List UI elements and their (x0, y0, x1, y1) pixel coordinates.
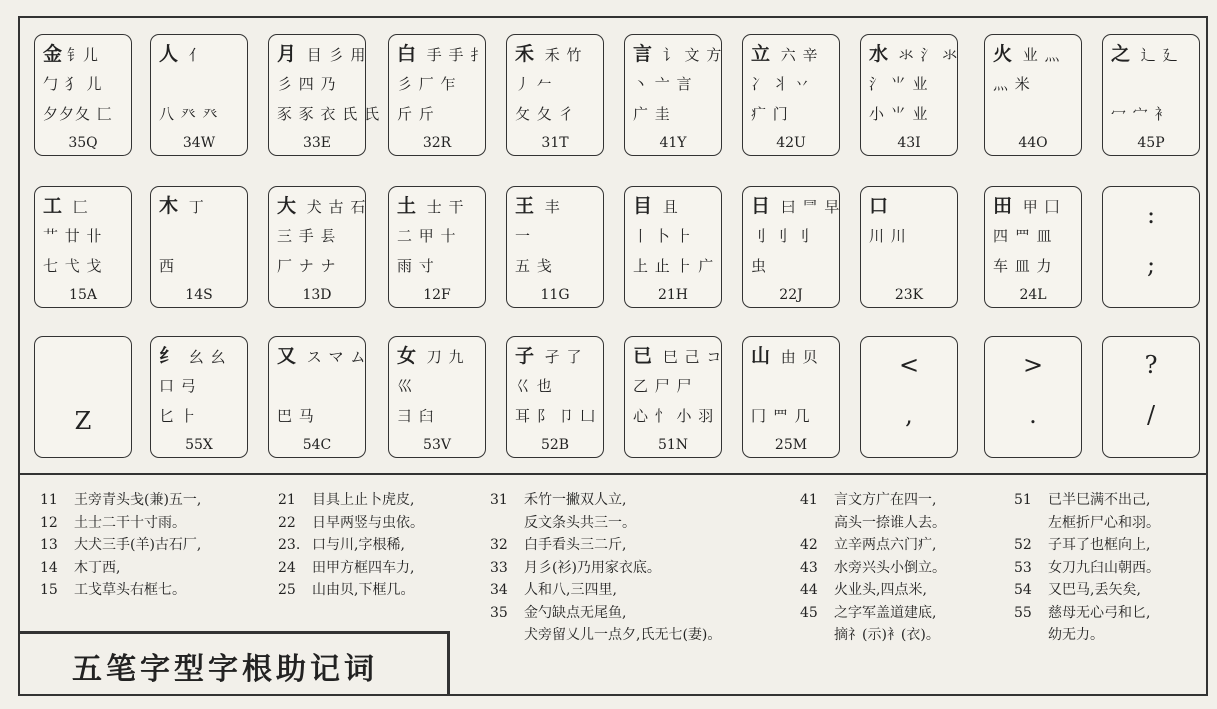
key-radical-row: 禾 禾 竹 (515, 43, 583, 65)
key-radical-row: 白 手 手 扌 (397, 43, 487, 65)
key-55X (150, 336, 248, 458)
key-main-radical: 水 (869, 43, 890, 65)
key-symbol: / (1146, 401, 1156, 429)
key-35Q (34, 34, 132, 156)
key-code: 41Y (659, 135, 687, 151)
key-radical-row: 已 巳 己 コ (633, 345, 723, 367)
key-radical-row: 四 罒 皿 (993, 227, 1053, 245)
key-radical-row: 女 刀 九 (397, 345, 465, 367)
key-21H (624, 186, 722, 308)
mnemonic-number: 24 (278, 559, 296, 576)
key-main-radical: 木 (159, 195, 180, 217)
key-radical-row: 疒 门 (751, 105, 789, 123)
mnemonic-line (1014, 579, 1160, 602)
mnemonic-line (490, 534, 721, 557)
key-radical-row: 三 手 镸 (277, 227, 337, 245)
mnemonic-text: 女刀九臼山朝西。 (1048, 559, 1160, 576)
key-radical-row: 七 弋 戈 (43, 257, 103, 275)
key-radical-row (1111, 73, 1193, 95)
key-main-radical: 工 (43, 195, 64, 217)
key-radical-row: 之 辶 廴 (1111, 43, 1179, 65)
mnemonic-number: 41 (800, 492, 818, 508)
mnemonic-text: 日早两竖与虫依。 (312, 514, 424, 531)
key-51N (624, 336, 722, 458)
key-code: 22J (779, 287, 803, 303)
key-main-radical: 子 (515, 345, 536, 367)
key-radical-row: 巛 (397, 377, 414, 395)
key-radical-row: 田 甲 囗 (993, 195, 1061, 217)
key-radical-row: 攵 夂 彳 (515, 105, 575, 123)
mnemonic-text: 慈母无心弓和匕, (1048, 604, 1151, 621)
key-radical-row: 彡 四 乃 (277, 75, 337, 93)
key-radical-row: 水 氺 氵 氺 (869, 43, 959, 65)
key-radical-row (751, 375, 833, 397)
key-main-radical: 月 (277, 43, 298, 65)
key-radical-row: 艹 廿 卝 (43, 227, 103, 245)
key-14S (150, 186, 248, 308)
mnemonic-chart (18, 16, 1208, 696)
key-22J (742, 186, 840, 308)
key-44O (984, 34, 1082, 156)
mnemonic-text: 高头一捺谁人去。 (834, 514, 946, 531)
key-period (984, 336, 1082, 458)
key-radical-row: 工 匚 (43, 195, 89, 217)
mnemonic-text: 又巴马,丢矢矣, (1048, 582, 1141, 598)
key-main-radical: 日 (751, 195, 772, 217)
mnemonic-number: 52 (1014, 537, 1032, 553)
mnemonic-line (490, 602, 721, 625)
key-32R (388, 34, 486, 156)
key-radical-row: 彡 厂 乍 (397, 75, 457, 93)
key-code: 23K (894, 287, 924, 303)
mnemonic-text: 已半巳满不出己, (1048, 492, 1151, 508)
mnemonic-verses (20, 475, 1206, 695)
key-11G (506, 186, 604, 308)
mnemonic-text: 工戈草头右框七。 (74, 582, 186, 598)
key-main-radical: 立 (751, 43, 772, 65)
mnemonic-number: 43 (800, 559, 818, 576)
key-main-radical: 纟 (159, 345, 180, 367)
key-radical-row: 彐 臼 (397, 407, 435, 425)
key-radical-row: 耳 阝 卩 凵 (515, 407, 597, 425)
key-radical-row: 日 曰 ⺜ 早 (751, 195, 841, 217)
key-45P (1102, 34, 1200, 156)
key-semi (1102, 186, 1200, 308)
mnemonic-text: 反文条头共三一。 (524, 514, 636, 531)
mnemonic-text: 木丁西, (74, 559, 121, 576)
key-main-radical: 白 (397, 43, 418, 65)
mnemonic-text: 土士二干十寸雨。 (74, 514, 186, 531)
mnemonic-number: 25 (278, 582, 296, 598)
key-symbol: . (1029, 401, 1037, 429)
mnemonic-line (800, 512, 946, 535)
key-code: 34W (182, 135, 216, 151)
mnemonic-text: 犬旁留乂儿一点夕,氏无七(妻)。 (524, 627, 722, 643)
mnemonic-number: 23. (278, 537, 301, 553)
mnemonic-number: 22 (278, 514, 296, 531)
key-radical-row: 巴 马 (277, 407, 315, 425)
key-31T (506, 34, 604, 156)
key-main-radical: 田 (993, 195, 1014, 217)
mnemonic-column-3 (490, 489, 721, 647)
mnemonic-number: 13 (40, 537, 58, 553)
mnemonic-line (1014, 557, 1160, 580)
key-code: 33E (302, 135, 332, 151)
key-symbol: : (1146, 201, 1156, 229)
mnemonic-text: 口与川,字根稀, (312, 537, 405, 553)
key-radical-row: 二 甲 十 (397, 227, 457, 245)
mnemonic-line (1014, 534, 1160, 557)
mnemonic-line (40, 534, 201, 557)
key-symbol: Z (74, 407, 92, 435)
mnemonic-text: 金勺缺点无尾鱼, (524, 604, 627, 621)
mnemonic-number: 11 (40, 492, 58, 508)
key-main-radical: 之 (1111, 43, 1132, 65)
key-main-radical: 大 (277, 195, 298, 217)
key-main-radical: 山 (751, 345, 772, 367)
key-main-radical: 金 (43, 43, 64, 65)
mnemonic-line (490, 489, 721, 512)
key-code: 24L (1019, 287, 1047, 303)
key-code: 11G (540, 287, 570, 303)
key-34W (150, 34, 248, 156)
key-radical-row (993, 103, 1075, 125)
key-radical-row: 心 忄 小 羽 (633, 407, 715, 425)
key-radical-row: 虫 (751, 257, 768, 275)
mnemonic-number: 31 (490, 492, 508, 508)
key-radical-row: 火 业 灬 (993, 43, 1061, 65)
key-radical-row: 人 亻 (159, 43, 205, 65)
mnemonic-text: 大犬三手(羊)古石厂, (74, 537, 202, 553)
key-radical-row: 西 (159, 257, 176, 275)
key-radical-row: 上 止 ⺊ 广 (633, 257, 715, 275)
mnemonic-number: 33 (490, 559, 508, 576)
mnemonic-line (40, 579, 201, 602)
key-symbol: < (898, 351, 920, 379)
mnemonic-line (490, 579, 721, 602)
key-radical-row (159, 225, 241, 247)
key-code: 15A (69, 287, 97, 303)
key-code: 55X (185, 437, 213, 453)
key-radical-row (277, 375, 359, 397)
mnemonic-line (490, 557, 721, 580)
mnemonic-number: 45 (800, 604, 818, 621)
key-code: 44O (1018, 135, 1048, 151)
mnemonic-text: 子耳了也框向上, (1048, 537, 1151, 553)
mnemonic-number: 35 (490, 604, 508, 621)
key-code: 21H (657, 287, 689, 303)
mnemonic-column-5 (1014, 489, 1160, 647)
key-radical-row: 木 丁 (159, 195, 205, 217)
key-symbol: , (905, 401, 913, 429)
key-radical-row: 丨 卜 ⺊ (633, 227, 693, 245)
key-radical-row: 又 ス マ ム (277, 345, 367, 367)
mnemonic-number: 51 (1014, 492, 1032, 508)
key-main-radical: 口 (869, 195, 890, 217)
key-radical-row: 厂 ナ ナ (277, 257, 337, 275)
mnemonic-number: 55 (1014, 604, 1032, 621)
key-code: 25M (774, 437, 808, 453)
key-radical-row: 八 癶 癶 (159, 105, 219, 123)
page-title: 五笔字型字根助记词 (72, 652, 378, 687)
key-radical-row: 冫 丬 丷 (751, 75, 811, 93)
mnemonic-line (40, 512, 201, 535)
mnemonic-number: 14 (40, 559, 58, 576)
mnemonic-number: 44 (800, 582, 818, 598)
mnemonic-number: 21 (278, 492, 296, 508)
mnemonic-number: 53 (1014, 559, 1032, 576)
key-radical-row: 匕 ⺊ (159, 407, 197, 425)
mnemonic-number: 15 (40, 582, 58, 598)
key-code: 12F (423, 287, 451, 303)
key-code: 43I (897, 135, 921, 151)
key-radical-row: 豕 豕 衣 氏 氏 (277, 105, 381, 123)
key-radical-row: 金 钅儿 (43, 43, 100, 65)
key-33E (268, 34, 381, 156)
mnemonic-line (40, 557, 201, 580)
mnemonic-line (800, 557, 946, 580)
key-main-radical: 火 (993, 43, 1014, 65)
mnemonic-text: 白手看头三二斤, (524, 537, 627, 553)
key-main-radical: 女 (397, 345, 418, 367)
key-radical-row (869, 255, 951, 277)
key-53V (388, 336, 486, 458)
mnemonic-line (800, 602, 946, 625)
key-Z (34, 336, 132, 458)
key-radical-row: 月 目 彡 用 (277, 43, 367, 65)
mnemonic-line (490, 624, 721, 647)
key-symbol: ? (1144, 351, 1158, 379)
key-symbol: > (1022, 351, 1044, 379)
key-radical-row: 口 弓 (159, 377, 197, 395)
mnemonic-line (1014, 489, 1160, 512)
key-radical-row: 乙 尸 尸 (633, 377, 693, 395)
mnemonic-column-4 (800, 489, 946, 647)
mnemonic-line (800, 624, 946, 647)
mnemonic-text: 火业头,四点米, (834, 582, 927, 598)
key-radical-row: 土 士 干 (397, 195, 465, 217)
mnemonic-text: 摘礻(示)衤(衣)。 (834, 627, 940, 643)
key-radical-row: 子 孑 了 (515, 345, 583, 367)
key-code: 45P (1137, 135, 1165, 151)
key-42U (742, 34, 840, 156)
mnemonic-column-1 (40, 489, 201, 602)
key-code: 32R (422, 135, 452, 151)
key-radical-row: 巜 也 (515, 377, 553, 395)
key-radical-row: 大 犬 古 石 (277, 195, 367, 217)
mnemonic-line (278, 512, 424, 535)
key-main-radical: 目 (633, 195, 654, 217)
key-main-radical: 禾 (515, 43, 536, 65)
key-main-radical: 人 (159, 43, 180, 65)
mnemonic-text: 山由贝,下框几。 (312, 582, 415, 598)
mnemonic-text: 言文方广在四一, (834, 492, 937, 508)
key-main-radical: 王 (515, 195, 536, 217)
mnemonic-text: 目具上止卜虎皮, (312, 492, 415, 508)
key-code: 53V (423, 437, 451, 453)
mnemonic-line (800, 534, 946, 557)
mnemonic-text: 禾竹一撇双人立, (524, 492, 627, 508)
mnemonic-text: 幼无力。 (1048, 627, 1104, 643)
key-52B (506, 336, 604, 458)
mnemonic-number: 34 (490, 582, 508, 598)
key-symbol: ; (1146, 251, 1156, 279)
key-radical-row: 灬 米 (993, 75, 1031, 93)
key-12F (388, 186, 486, 308)
key-15A (34, 186, 132, 308)
key-radical-row: 目 且 (633, 195, 679, 217)
key-radical-row (869, 195, 951, 217)
key-code: 42U (776, 135, 806, 151)
mnemonic-line (278, 534, 424, 557)
mnemonic-line (278, 579, 424, 602)
key-code: 31T (541, 135, 569, 151)
key-code: 14S (185, 287, 213, 303)
key-main-radical: 又 (277, 345, 298, 367)
mnemonic-text: 月彡(衫)乃用家衣底。 (524, 559, 661, 576)
key-radical-row: 立 六 辛 (751, 43, 819, 65)
mnemonic-number: 32 (490, 537, 508, 553)
key-radical-row: 五 戋 (515, 257, 553, 275)
key-radical-row: 刂 刂 刂 (751, 227, 811, 245)
key-radical-row: 丶 亠 言 (633, 75, 693, 93)
mnemonic-number: 12 (40, 514, 58, 531)
mnemonic-line (800, 579, 946, 602)
key-radical-row: 斤 斤 (397, 105, 435, 123)
key-radical-row: 雨 寸 (397, 257, 435, 275)
title-box (20, 631, 450, 695)
key-radical-row: 小 ⺌ 业 (869, 105, 929, 123)
key-main-radical: 已 (633, 345, 654, 367)
mnemonic-line (278, 557, 424, 580)
key-code: 54C (302, 437, 332, 453)
keyboard-layout (20, 18, 1206, 475)
mnemonic-text: 人和八,三四里, (524, 582, 617, 598)
key-radical-row (159, 73, 241, 95)
key-radical-row: 夕夕夂 匚 (43, 105, 113, 123)
key-41Y (624, 34, 722, 156)
mnemonic-line (490, 512, 721, 535)
key-radical-row: 言 讠 文 方 (633, 43, 723, 65)
key-23K (860, 186, 958, 308)
key-13D (268, 186, 366, 308)
key-code: 13D (302, 287, 332, 303)
key-25M (742, 336, 840, 458)
mnemonic-column-2 (278, 489, 424, 602)
key-code: 52B (540, 437, 570, 453)
mnemonic-number: 54 (1014, 582, 1032, 598)
key-radical-row: 氵 ⺌ 业 (869, 75, 929, 93)
key-radical-row: 川 川 (869, 227, 907, 245)
mnemonic-line (278, 489, 424, 512)
key-radical-row: 冖 宀 衤 (1111, 105, 1171, 123)
key-radical-row: 一 (515, 227, 532, 245)
mnemonic-line (1014, 602, 1160, 625)
key-radical-row: 广 圭 (633, 105, 671, 123)
mnemonic-text: 水旁兴头小倒立。 (834, 559, 946, 576)
key-radical-row: 王 丰 (515, 195, 561, 217)
key-radical-row: 丿 𠂉 (515, 75, 553, 93)
key-radical-row: 车 皿 力 (993, 257, 1053, 275)
mnemonic-text: 立辛两点六门疒, (834, 537, 937, 553)
key-code: 35Q (68, 135, 98, 151)
mnemonic-text: 之字军盖道建底, (834, 604, 937, 621)
key-main-radical: 言 (633, 43, 654, 65)
key-43I (860, 34, 958, 156)
key-24L (984, 186, 1082, 308)
key-radical-row: 勹 犭 儿 (43, 75, 103, 93)
mnemonic-text: 左框折尸心和羽。 (1048, 514, 1160, 531)
key-code: 51N (657, 437, 689, 453)
key-radical-row: 纟 幺 幺 (159, 345, 227, 367)
key-54C (268, 336, 366, 458)
key-main-radical: 土 (397, 195, 418, 217)
mnemonic-number: 42 (800, 537, 818, 553)
mnemonic-text: 田甲方框四车力, (312, 559, 415, 576)
mnemonic-text: 王旁青头戋(兼)五一, (74, 492, 202, 508)
mnemonic-line (40, 489, 201, 512)
mnemonic-line (1014, 512, 1160, 535)
key-slash (1102, 336, 1200, 458)
mnemonic-line (800, 489, 946, 512)
key-radical-row: 冂 罒 几 (751, 407, 811, 425)
mnemonic-line (1014, 624, 1160, 647)
key-radical-row: 山 由 贝 (751, 345, 819, 367)
key-comma (860, 336, 958, 458)
